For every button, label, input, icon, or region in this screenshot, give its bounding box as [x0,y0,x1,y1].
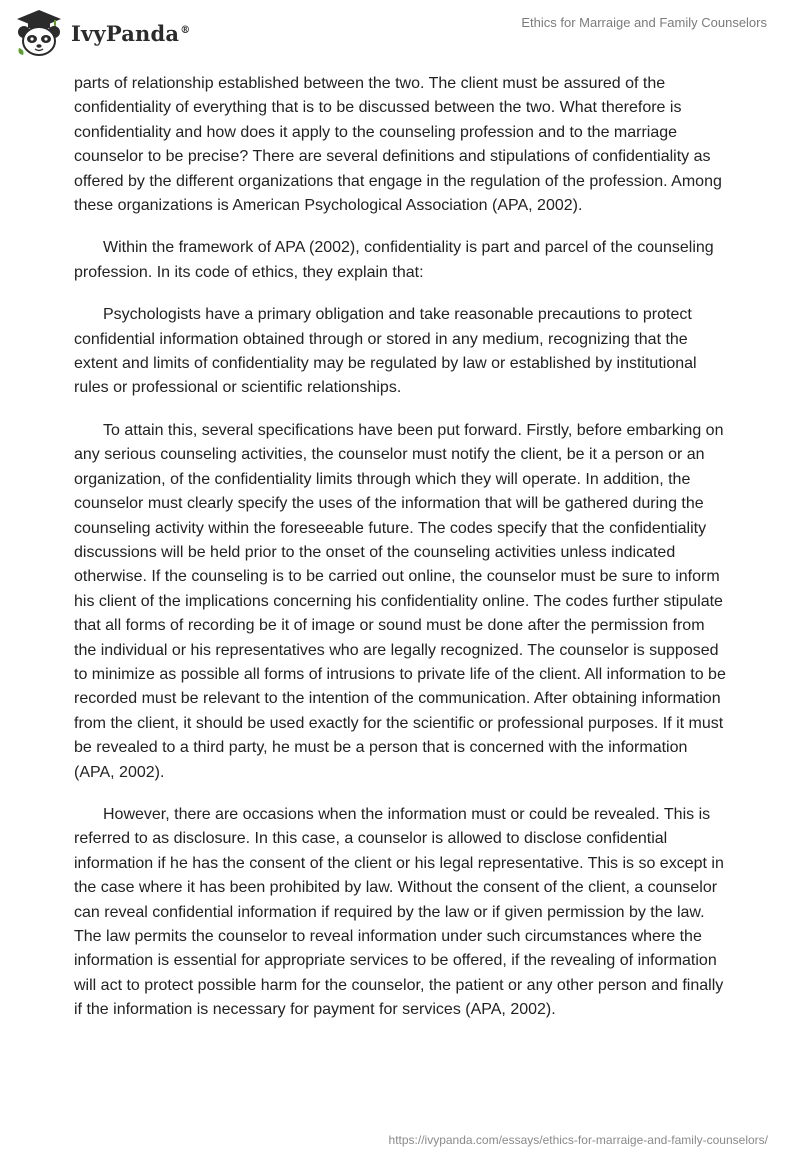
essay-body [74,72,730,1041]
paragraph: However, there are occasions when the information must or could be revealed. This is referred to as disclosure. In this case, a counselor is allowed to disclose confidential information if he has the consent of the client or his legal representative. This is so except in the case where it has been prohibited by law. Without the consent of the client, a counselor can reveal confidential information if required by the law or if given permission by the law. The law permits the counselor to reveal information under such circumstances where the information is essential for appropriate services to be offered, if the revealing of information will act to protect possible harm for the counselor, the patient or any other person and finally if the information is necessary for payment for services (APA, 2002). [74,805,724,1019]
brand-logo[interactable] [15,6,190,60]
block-quote: Psychologists have a primary obligation and take reasonable precautions to protect confidential information obtained through or stored in any medium, recognizing that the extent and limits of confidentiality may be regulated by law or established by institutional rules or professional or scientific relationships. [74,306,697,397]
paragraph: Within the framework of APA (2002), confidentiality is part and parcel of the counseling profession. In its code of ethics, they explain that: [74,239,714,281]
panda-graduate-icon [15,8,63,58]
source-url[interactable]: https://ivypanda.com/essays/ethics-for-marraige-and-family-counselors/ [388,1133,768,1147]
registered-mark: ® [180,24,191,36]
paragraph: parts of relationship established between the two. The client must be assured of the confidentiality of everything that is to be discussed between the two. What therefore is confidentiality and how does it apply to the counseling profession and to the marriage counselor to be precise? There are several definitions and stipulations of confidentiality as offered by the different organizations that engage in the regulation of the profession. Among these organizations is American Psychological Association (APA, 2002). [74,75,722,215]
page-header [0,0,800,70]
paragraph: To attain this, several specifications have been put forward. Firstly, before embarking on any serious counseling activities, the counselor must notify the client, be it a person or an organization, of the confidentiality limits through which they will operate. In addition, the counselor must clearly specify the uses of the information that will be gathered during the counseling activity within the foreseeable future. The codes specify that the confidentiality discussions will be held prior to the onset of the counseling activities unless indicated otherwise. If the counseling is to be carried out online, the counselor must be sure to inform his client of the implications concerning his confidentiality online. The codes further stipulate that all forms of recording be it of image or sound must be done after the permission from the individual or his representatives who are legally recognized. The counselor is supposed to minimize as possible all forms of intrusions to private life of the client. All information to be recorded must be relevant to the intention of the communication. After obtaining information from the client, it should be used exactly for the scientific or professional purposes. If it must be revealed to a third party, he must be a person that is concerned with the information (APA, 2002). [74,421,726,781]
document-title: Ethics for Marraige and Family Counselors [521,15,767,30]
brand-name: IvyPanda® [71,20,191,46]
